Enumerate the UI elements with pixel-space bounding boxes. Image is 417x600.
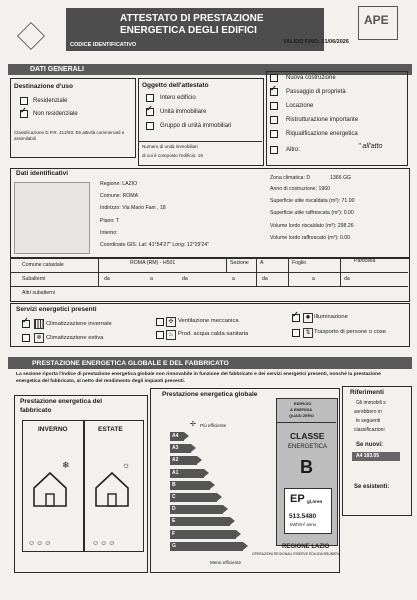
ep-sub: gl,nren xyxy=(307,499,323,504)
locazione-label: Locazione xyxy=(286,103,314,109)
riferimenti-line: classificazioni xyxy=(354,427,385,433)
prestazione-intro: La sezione riporta l'indice di prestazione energetica globale non rinnovabile in funzione del fabbricato e dei servizi energetici presenti, nonché la prestazione energetica del fabbricato, al netto del rendimento degli impianti presenti. xyxy=(16,372,381,384)
comune-catastale-value: ROMA (RM) - H501 xyxy=(130,260,176,266)
subalterno-da: da xyxy=(104,276,110,282)
energy-class-bar-a4: A4 xyxy=(170,432,184,441)
regione-logo xyxy=(17,22,45,50)
check-mark-icon: ✓ xyxy=(146,104,153,113)
check-mark-icon: ✓ xyxy=(22,316,29,325)
residenziale-label: Residenziale xyxy=(33,98,68,104)
destinazione-label: Destinazione d'uso xyxy=(14,83,73,90)
sezione-label: Sezione xyxy=(230,260,249,266)
non-residenziale-label: Non residenziale xyxy=(33,111,78,117)
prestazione-title: PRESTAZIONE ENERGETICA GLOBALE E DEL FABBRICATO xyxy=(32,359,229,367)
altri-subalterni-label: Altri subalterni xyxy=(22,290,55,296)
comune-catastale-label: Comune catastale xyxy=(22,262,64,268)
catasto-table xyxy=(10,258,410,302)
energy-class-bar-d: D xyxy=(170,505,223,514)
check-mark-icon: ✓ xyxy=(270,84,277,93)
subalterni-label: Subalterni xyxy=(22,276,46,282)
nuova-costruzione-checkbox[interactable] xyxy=(270,74,278,82)
energy-class-bar-a3: A3 xyxy=(170,444,191,453)
ristrutturazione-checkbox[interactable] xyxy=(270,116,278,124)
fan-icon: ✣ xyxy=(166,317,176,327)
footer-note: OPERAZIONI REGIONALI RISERVE EDILIZIA BRUNERA xyxy=(252,552,341,556)
rating-smileys: ☺☺☺ xyxy=(92,540,117,547)
inverno-label: INVERNO xyxy=(38,426,68,433)
lightbulb-icon: ✹ xyxy=(303,313,313,323)
anno-costruzione: Anno di costruzione: 1960 xyxy=(270,186,330,192)
volume-riscaldato: Volume lordo riscaldato (m³): 298.26 xyxy=(270,223,354,229)
se-esistenti-label: Se esistenti: xyxy=(354,484,390,490)
globale-title: Prestazione energetica globale xyxy=(162,391,258,398)
regione: Regione: LAZIO xyxy=(100,181,138,187)
indirizzo: Indirizzo: Via Mario Fani , 18 xyxy=(100,205,166,211)
ventilazione-checkbox[interactable] xyxy=(156,318,164,326)
riqualificazione-label: Riqualificazione energetica xyxy=(286,131,358,137)
se-nuovi-value: A4 183.05 xyxy=(356,453,380,459)
servizi-title: Servizi energetici presenti xyxy=(16,306,97,313)
nzeb-label-1: EDIFICIO xyxy=(294,401,312,406)
subalterno-da: da xyxy=(182,276,188,282)
divider xyxy=(340,258,341,286)
identificativi-title: Dati identificativi xyxy=(16,170,69,177)
subalterno-a: a xyxy=(312,276,315,282)
energy-class-bar-b: B xyxy=(170,481,210,490)
se-nuovi-label: Se nuovi: xyxy=(356,442,384,448)
arrow-up-icon: ✢ xyxy=(190,421,196,428)
acqua-calda-label: Prod. acqua calda sanitaria xyxy=(178,331,249,337)
riferimenti-line: avrebbero in xyxy=(354,409,382,415)
volume-raffrescato: Volume lordo raffrescato (m³): 0.00 xyxy=(270,235,351,241)
piano: Piano: T xyxy=(100,218,120,224)
altro-checkbox[interactable] xyxy=(270,146,278,154)
classification-text: Classificazione D.P.R. 412/93: E5 attività commerciali e assimilabili xyxy=(14,130,125,141)
ep-unit: kWh/m² anno xyxy=(290,522,317,527)
climatizzazione-estiva-label: Climatizzazione estiva xyxy=(46,335,104,341)
nuova-costruzione-label: Nuova costruzione xyxy=(286,75,336,81)
climatizzazione-invernale-label: Climatizzazione invernale xyxy=(46,321,112,327)
energy-class-bar-a2: A2 xyxy=(170,456,197,465)
water-tap-icon: ♨ xyxy=(166,330,176,340)
intero-edificio-checkbox[interactable] xyxy=(146,94,154,102)
divider xyxy=(10,272,408,273)
energy-class-bar-g: G xyxy=(170,542,243,551)
check-mark-icon: ✓ xyxy=(20,106,27,115)
gruppo-unita-checkbox[interactable] xyxy=(146,122,154,130)
riferimenti-line: Gli immobili s xyxy=(356,400,386,406)
subalterno-a: a xyxy=(150,276,153,282)
ep-label: EP xyxy=(290,493,305,505)
sun-icon: ☼ xyxy=(122,460,131,470)
riferimenti-title: Riferimenti xyxy=(350,389,384,396)
climatizzazione-estiva-checkbox[interactable] xyxy=(22,334,30,342)
radiator-icon xyxy=(34,319,44,329)
energy-class-bar-a1: A1 xyxy=(170,469,204,478)
classe-label-2: ENERGETICA xyxy=(288,444,328,450)
zona-climatica: Zona climatica: D xyxy=(270,175,311,181)
units-value: di cui è composto l'edificio: 18 xyxy=(142,153,203,158)
building-photo xyxy=(14,182,90,254)
coordinate: Coordinate GIS: Lat: 41°54'27" Long: 12°29'24" xyxy=(100,242,210,248)
interno: Interno: xyxy=(100,230,118,236)
piu-efficiente: Più efficiente xyxy=(200,423,227,428)
fabbricato-title-2: fabbricato xyxy=(20,407,52,414)
altro-label: Altro: xyxy=(286,147,301,153)
energy-class-bar-e: E xyxy=(170,517,230,526)
corner-logo-text: APE xyxy=(364,13,389,27)
energy-class-bar-f: F xyxy=(170,530,236,539)
subalterno-da: da xyxy=(344,276,350,282)
header-title-2: ENERGETICA DEGLI EDIFICI xyxy=(120,25,257,36)
house-icon xyxy=(30,468,70,508)
meno-efficiente: Meno efficiente xyxy=(210,560,242,565)
rating-smileys: ☺☺☺ xyxy=(28,540,53,547)
elevator-icon: ⇅ xyxy=(303,328,313,338)
classe-label-1: CLASSE xyxy=(290,431,325,441)
code-label: CODICE IDENTIFICATIVO xyxy=(70,42,137,48)
fabbricato-title-1: Prestazione energetica del xyxy=(20,398,103,405)
snowflake-icon: ❄ xyxy=(62,460,70,470)
divider xyxy=(226,258,227,272)
riqualificazione-checkbox[interactable] xyxy=(270,130,278,138)
intero-edificio-label: Intero edificio xyxy=(160,95,196,101)
classe-value: B xyxy=(300,457,313,477)
locazione-checkbox[interactable] xyxy=(270,102,278,110)
divider xyxy=(10,286,408,287)
validity: VALIDO FINO: 21/06/2026 xyxy=(283,39,349,45)
divider xyxy=(98,258,99,286)
nzeb-label-2: A ENERGIA xyxy=(290,407,313,412)
prestazione-band xyxy=(8,357,412,369)
dati-generali-title: DATI GENERALI xyxy=(30,66,84,73)
divider xyxy=(256,258,257,286)
subalterno-a: a xyxy=(232,276,235,282)
header-title-1: ATTESTATO DI PRESTAZIONE xyxy=(120,13,264,24)
divider xyxy=(288,258,289,286)
riferimenti-line: le seguenti xyxy=(356,418,381,424)
ristrutturazione-label: Ristrutturazione importante xyxy=(286,117,359,123)
acqua-calda-checkbox[interactable] xyxy=(156,331,164,339)
superficie-raffrescata: Superficie utile raffrescata (m²): 0.00 xyxy=(270,210,354,216)
units-label: Numero di unità immobiliari xyxy=(142,144,198,149)
residenziale-checkbox[interactable] xyxy=(20,97,28,105)
snowflake-icon: ❄ xyxy=(34,333,44,343)
particella-label: Particella xyxy=(354,258,376,264)
sezione-value: A xyxy=(260,260,264,266)
subalterno-da: da xyxy=(262,276,268,282)
foglio-label: Foglio xyxy=(292,260,307,266)
unita-immobiliare-label: Unità immobiliare xyxy=(160,109,207,115)
nzeb-label-3: QUASI ZERO xyxy=(289,413,314,418)
check-mark-icon: ✓ xyxy=(292,310,299,319)
illuminazione-label: Illuminazione xyxy=(314,314,348,320)
divider xyxy=(138,141,262,142)
ventilazione-label: Ventilazione meccanica xyxy=(178,318,239,324)
house-icon xyxy=(92,468,132,508)
superficie-riscaldata: Superficie utile riscaldata (m²): 71.00 xyxy=(270,198,355,204)
gruppo-unita-label: Gruppo di unità immobiliari xyxy=(160,123,232,129)
trasporto-checkbox[interactable] xyxy=(292,329,300,337)
comune: Comune: ROMA xyxy=(100,193,139,199)
gradi-giorno: 1366 GG xyxy=(330,175,352,181)
estate-label: ESTATE xyxy=(98,426,123,433)
trasporto-label: Trasporto di persone o cose xyxy=(314,329,386,335)
ep-value: 513.5480 xyxy=(289,513,317,520)
regione-footer: REGIONE LAZIO xyxy=(282,544,330,550)
altro-note: " all'atto xyxy=(358,143,383,150)
divider xyxy=(276,422,336,423)
energy-class-bar-c: C xyxy=(170,493,217,502)
oggetto-label: Oggetto dell'attestato xyxy=(142,82,209,89)
passaggio-proprieta-label: Passaggio di proprietà xyxy=(286,89,346,95)
